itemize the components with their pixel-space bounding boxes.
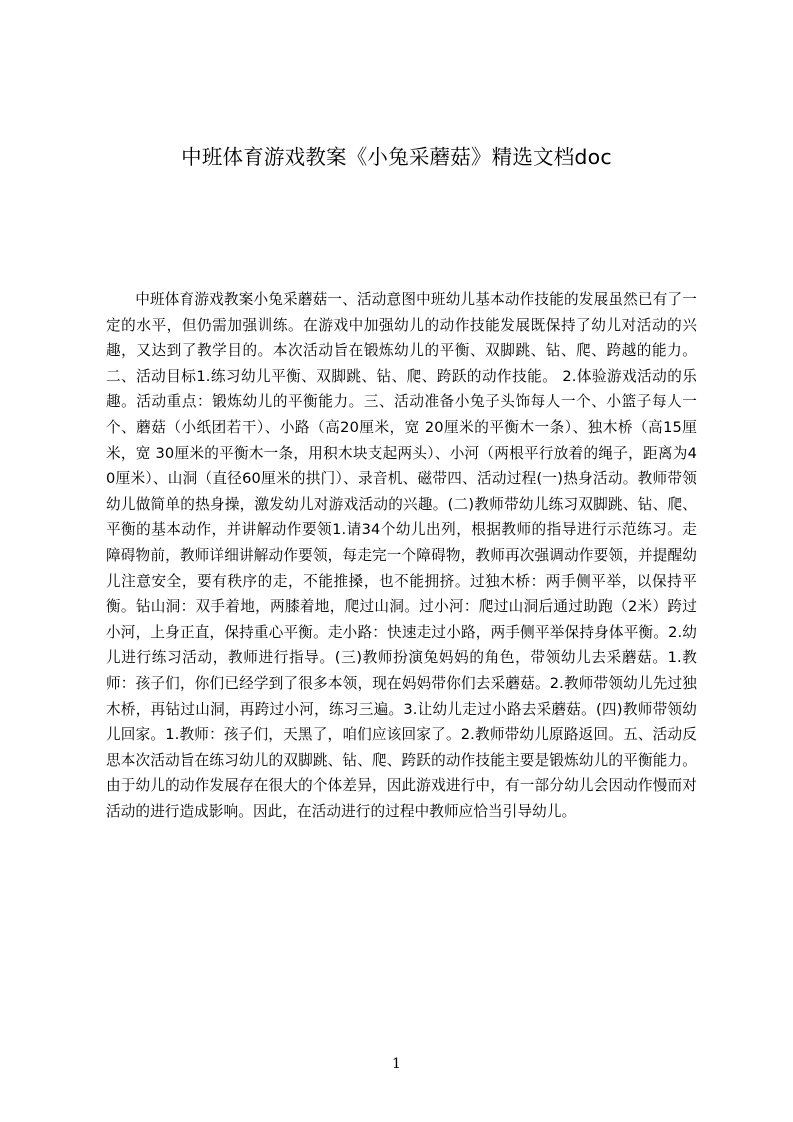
page-number: 1 xyxy=(392,1056,401,1072)
document-title: 中班体育游戏教案《小兔采蘑菇》精选文档doc xyxy=(181,145,612,169)
document-body-paragraph: 中班体育游戏教案小兔采蘑菇一、活动意图中班幼儿基本动作技能的发展虽然已有了一定的水平，但仍需加强训练。在游戏中加强幼儿的动作技能发展既保持了幼儿对活动的兴趣，又达到了教学目的。本次活动旨在锻炼幼儿的平衡、双脚跳、钻、爬、跨越的能力。二、活动目标1.练习幼儿平衡、双脚跳、钻、爬、跨跃的动作技能。 2.体验游戏活动的乐趣。活动重点：锻炼幼儿的平衡能力。三、活动准备小兔子头饰每人一个、小篮子每人一个、蘑菇（小纸团若干）、小路（高20厘米，宽 20厘米的平衡木一条）、独木桥（高15厘米，宽 30厘米的平衡木一条，用积木块支起两头）、小河（两根平行放着的绳子，距离为40厘米）、山洞（直径60厘米的拱门）、录音机、磁带四、活动过程(一)热身活动。教师带领幼儿做简单的热身操，激发幼儿对游戏活动的兴趣。(二)教师带幼儿练习双脚跳、钻、爬、平衡的基本动作，并讲解动作要领1.请34个幼儿出列，根据教师的指导进行示范练习。走障碍物前，教师详细讲解动作要领，每走完一个障碍物，教师再次强调动作要领，并提醒幼儿注意安全，要有秩序的走，不能推搡，也不能拥挤。过独木桥：两手侧平举，以保持平衡。钻山洞：双手着地，两膝着地，爬过山洞。过小河：爬过山洞后通过助跑（2米）跨过小河，上身正直，保持重心平衡。走小路：快速走过小路，两手侧平举保持身体平衡。2.幼儿进行练习活动，教师进行指导。(三)教师扮演兔妈妈的角色，带领幼儿去采蘑菇。1.教师：孩子们，你们已经学到了很多本领，现在妈妈带你们去采蘑菇。2.教师带领幼儿先过独木桥，再钻过山洞，再跨过小河，练习三遍。3.让幼儿走过小路去采蘑菇。(四)教师带领幼儿回家。1.教师：孩子们，天黑了，咱们应该回家了。2.教师带幼儿原路返回。五、活动反思本次活动旨在练习幼儿的双脚跳、钻、爬、跨跃的动作技能主要是锻炼幼儿的平衡能力。由于幼儿的动作发展存在很大的个体差异，因此游戏进行中，有一部分幼儿会因动作慢而对活动的进行造成影响。因此，在活动进行的过程中教师应恰当引导幼儿。 xyxy=(106,291,697,820)
